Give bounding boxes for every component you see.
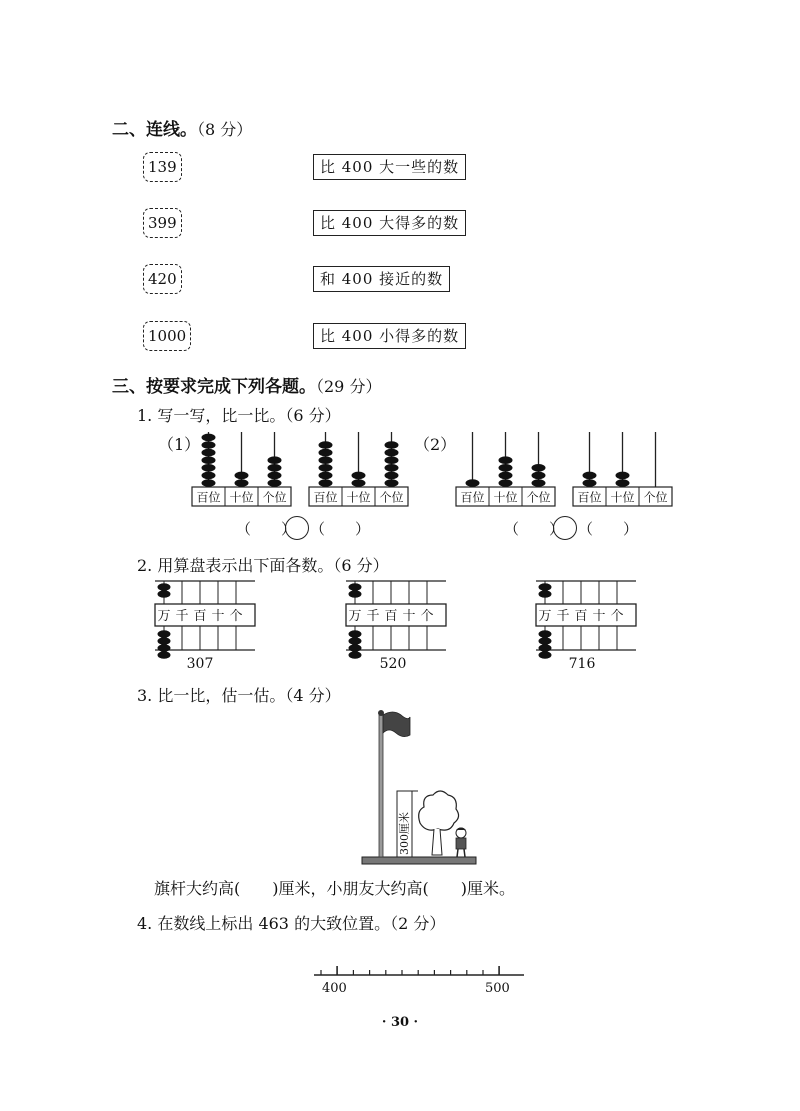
q3-title: 3. 比一比，估一估。（4 分） <box>137 686 341 705</box>
frame-bead <box>352 472 366 480</box>
frame-bead <box>466 479 480 487</box>
place-label: 十位 <box>229 490 254 505</box>
q1-answer-right-1[interactable]: （ ） <box>310 520 371 538</box>
counting-frame-4 <box>573 432 672 506</box>
match-text-2[interactable]: 比 400 大得多的数 <box>313 210 466 236</box>
frame-bead <box>202 441 216 449</box>
abacus-2[interactable] <box>346 581 446 659</box>
frame-bead <box>385 479 399 487</box>
abacus-1[interactable] <box>155 581 255 659</box>
frame-bead <box>385 449 399 457</box>
abacus-col-label: 个 <box>610 609 624 624</box>
frame-bead <box>319 472 333 480</box>
frame-bead <box>202 472 216 480</box>
match-number-420[interactable]: 420 <box>143 264 182 294</box>
q1-answer-left-2[interactable]: （ ） <box>504 520 565 538</box>
frame-bead <box>583 472 597 480</box>
number-line-label-start: 400 <box>322 981 347 996</box>
q2-number-3: 716 <box>568 656 596 672</box>
abacus-col-label: 百 <box>574 609 588 624</box>
frame-bead <box>352 479 366 487</box>
abacus-col-label: 万 <box>157 609 171 624</box>
match-text-3[interactable]: 和 400 接近的数 <box>313 266 450 292</box>
frame-bead <box>268 472 282 480</box>
match-text-4[interactable]: 比 400 小得多的数 <box>313 323 466 349</box>
match-number-399[interactable]: 399 <box>143 208 182 238</box>
abacus-col-label: 千 <box>366 609 380 624</box>
frame-bead <box>268 464 282 472</box>
frame-bead <box>202 464 216 472</box>
q1-compare-circle-2[interactable] <box>553 516 577 540</box>
q2-number-1: 307 <box>186 656 214 672</box>
frame-bead <box>319 441 333 449</box>
frame-bead <box>532 479 546 487</box>
counting-frame-3 <box>456 432 555 506</box>
abacus-col-label: 千 <box>556 609 570 624</box>
frame-bead <box>235 472 249 480</box>
number-line-label-end: 500 <box>485 981 510 996</box>
abacus-col-label: 十 <box>592 609 606 624</box>
q4-number-line[interactable] <box>300 960 540 1000</box>
q1-answer-left-1[interactable]: （ ） <box>236 520 297 538</box>
number-line-ticks <box>321 966 499 975</box>
match-text-1[interactable]: 比 400 大一些的数 <box>313 154 466 180</box>
frame-bead <box>202 449 216 457</box>
page-number: · 30 · <box>381 1015 419 1030</box>
frame-bead <box>499 472 513 480</box>
frame-bead <box>319 464 333 472</box>
frame-bead <box>499 464 513 472</box>
counting-frame-1 <box>192 432 291 506</box>
frame-bead <box>616 472 630 480</box>
place-label: 百位 <box>313 490 338 505</box>
q1-part2-label: （2） <box>414 435 457 454</box>
frame-bead <box>385 441 399 449</box>
tree <box>419 791 459 855</box>
q4-title: 4. 在数线上标出 463 的大致位置。（2 分） <box>137 914 446 933</box>
q2-number-2: 520 <box>379 656 407 672</box>
frame-bead <box>583 479 597 487</box>
abacus-3[interactable] <box>536 581 636 659</box>
match-number-1000[interactable]: 1000 <box>143 321 191 351</box>
section-3-score: （29 分） <box>316 377 382 396</box>
place-label: 百位 <box>577 490 602 505</box>
section-2-title: 二、连线。 <box>112 120 197 140</box>
abacus-col-label: 十 <box>211 609 225 624</box>
place-label: 十位 <box>493 490 518 505</box>
flag <box>383 712 410 737</box>
frame-bead <box>319 449 333 457</box>
frame-bead <box>319 479 333 487</box>
q1-part1-label: （1） <box>158 435 201 454</box>
q3-fill-sentence[interactable]: 旗杆大约高( )厘米，小朋友大约高( )厘米。 <box>154 879 515 898</box>
q3-flagpole-illustration <box>360 705 480 870</box>
frame-bead <box>385 464 399 472</box>
place-label: 十位 <box>346 490 371 505</box>
frame-bead <box>235 479 249 487</box>
counting-frame-2 <box>309 432 408 506</box>
frame-bead <box>202 479 216 487</box>
place-label: 个位 <box>643 490 668 505</box>
frame-bead <box>202 456 216 464</box>
place-label: 百位 <box>196 490 221 505</box>
height-marker-label: 300厘米 <box>398 812 411 855</box>
section-2-score: （8 分） <box>197 120 253 139</box>
abacus-col-label: 百 <box>384 609 398 624</box>
q1-title: 1. 写一写，比一比。（6 分） <box>137 406 341 425</box>
flagpole <box>379 713 383 857</box>
ground-base <box>362 857 476 864</box>
frame-bead <box>616 479 630 487</box>
place-label: 个位 <box>379 490 404 505</box>
match-number-139[interactable]: 139 <box>143 152 182 182</box>
place-label: 十位 <box>610 490 635 505</box>
frame-bead <box>532 472 546 480</box>
abacus-col-label: 千 <box>175 609 189 624</box>
place-label: 百位 <box>460 490 485 505</box>
frame-bead <box>385 472 399 480</box>
place-label: 个位 <box>262 490 287 505</box>
abacus-col-label: 十 <box>402 609 416 624</box>
q2-title: 2. 用算盘表示出下面各数。（6 分） <box>137 556 389 575</box>
abacus-col-label: 万 <box>538 609 552 624</box>
frame-bead <box>532 464 546 472</box>
abacus-col-label: 百 <box>193 609 207 624</box>
frame-bead <box>385 456 399 464</box>
frame-bead <box>268 456 282 464</box>
abacus-col-label: 万 <box>348 609 362 624</box>
q1-compare-circle-1[interactable] <box>285 516 309 540</box>
frame-bead <box>319 456 333 464</box>
abacus-col-label: 个 <box>420 609 434 624</box>
q1-answer-right-2[interactable]: （ ） <box>578 520 639 538</box>
frame-bead <box>268 479 282 487</box>
section-3-title: 三、按要求完成下列各题。 <box>112 377 316 397</box>
frame-bead <box>499 456 513 464</box>
child-figure <box>456 828 466 858</box>
abacus-col-label: 个 <box>229 609 243 624</box>
place-label: 个位 <box>526 490 551 505</box>
frame-bead <box>499 479 513 487</box>
frame-bead <box>202 434 216 442</box>
